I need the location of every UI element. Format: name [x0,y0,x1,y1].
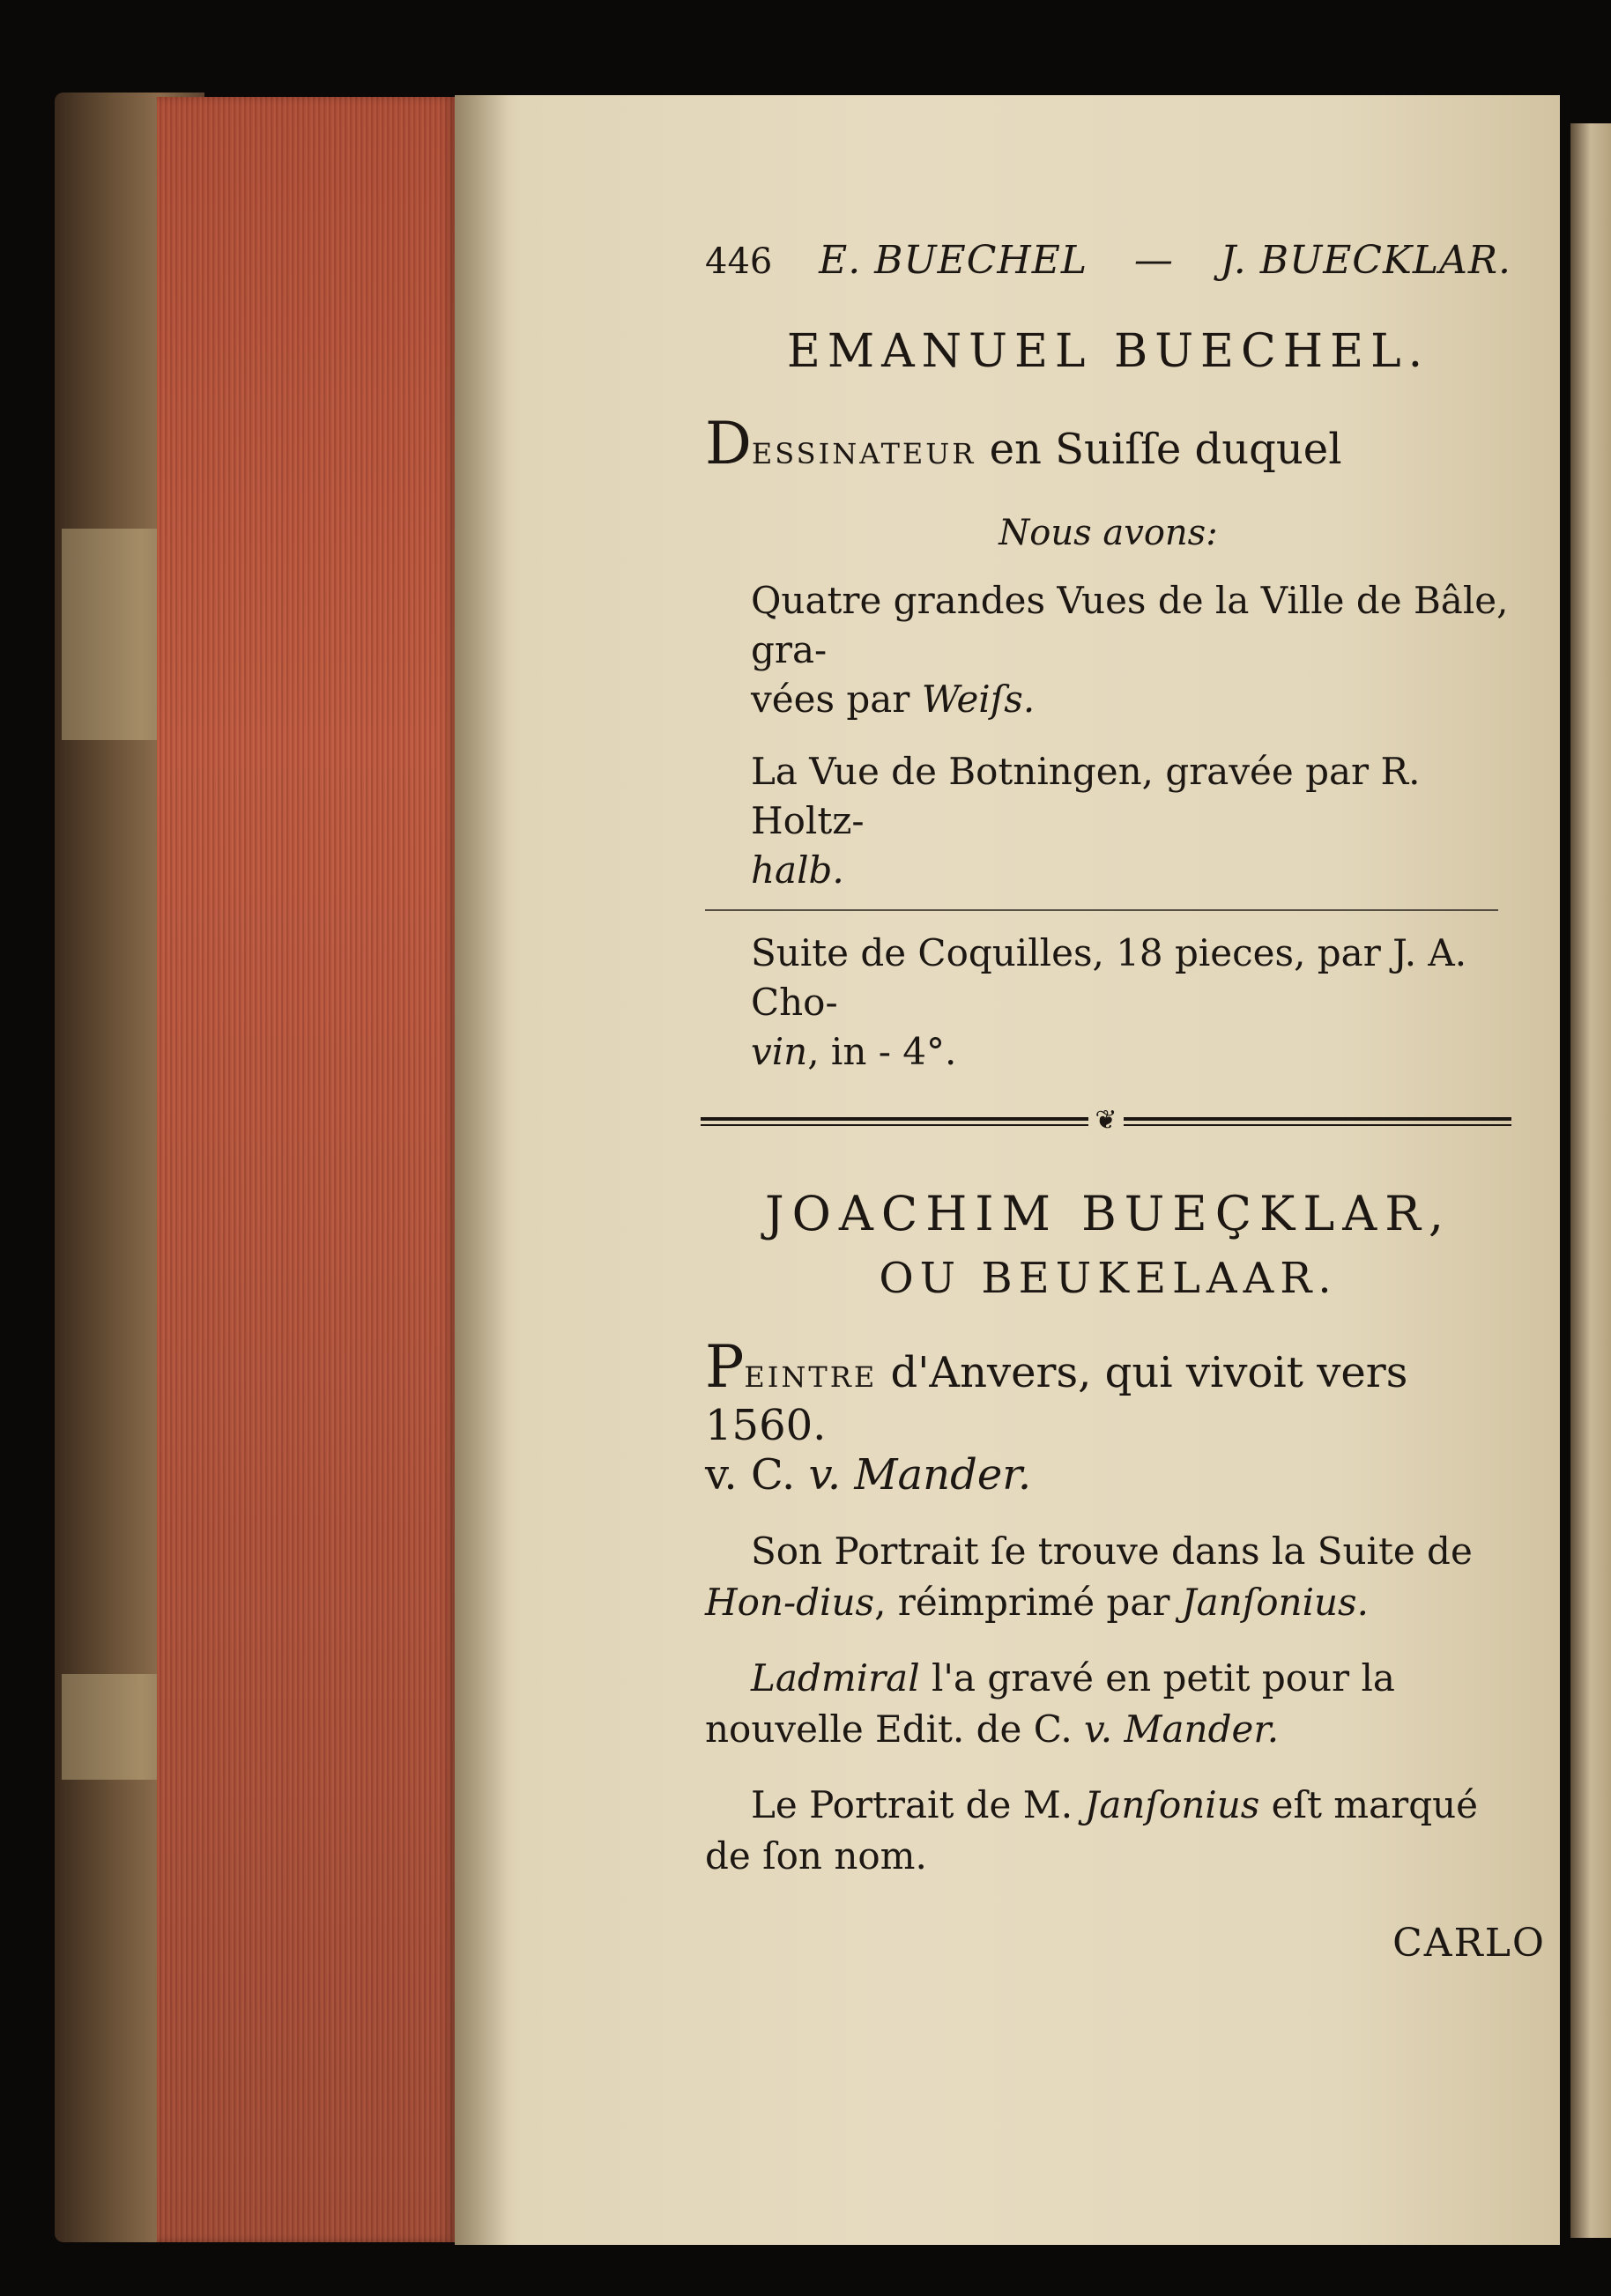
list-item [705,929,1511,1077]
page-edges-shade [157,97,455,2242]
entry-title-buechel: EMANUEL BUECHEL. [786,325,1430,378]
entry-line: La Vue de Botningen, gravée par R. Holtz- [751,750,1421,842]
lead-rest: d'Anvers, qui vivoit vers 1560. [705,1348,1408,1450]
list-item [705,576,1511,724]
catchword: CARLO [1392,1921,1546,1966]
paragraph: Ladmiral l'a gravé en petit pour la nouvelle Edit. de C. v. Mander. [705,1656,1395,1751]
running-head-right: J. BUECKLAR. [1220,238,1511,283]
drop-initial: P [705,1333,745,1401]
separator-line [705,909,1498,911]
entry-title-bueckl: JOACHIM BUEÇKLAR, [764,1186,1452,1241]
page-text [705,238,1511,1907]
entry-line: Suite de Coquilles, 18 pieces, par J. A. Cho- [751,931,1467,1024]
ornamental-rule [701,1105,1511,1136]
lead-rest: en Suiſſe duquel [976,425,1342,474]
running-head-left: E. BUECHEL [819,238,1088,283]
smallcaps-word: EINTRE [744,1360,878,1394]
paragraph: Son Portrait ſe trouve dans la Suite de Hon-dius, réimprimé par Janſonius. [705,1529,1473,1624]
drop-initial: D [705,410,752,478]
lead-line2-italic: v. Mander. [808,1450,1032,1500]
entry-line: vées par Weiſs. [751,678,1036,721]
lead-line-buechel [705,410,1511,478]
lead-line-bueckl [705,1333,1511,1500]
subheading: Nous avons: [999,513,1218,553]
entry-line: Quatre grandes Vues de la Ville de Bâle, gra- [751,579,1509,671]
running-head [705,238,1511,283]
fleuron-icon: ❦ [1088,1107,1124,1135]
entry-subtitle-beukelaar: OU BEUKELAAR. [879,1254,1338,1303]
gutter-shadow [455,95,508,2245]
entry-line: vin, in - 4°. [751,1030,957,1073]
paragraph: Le Portrait de M. Janſonius eſt marqué de ſon nom. [705,1783,1479,1878]
entry-line: halb. [751,848,844,892]
page-number: 446 [705,241,773,282]
list-item [705,747,1511,895]
facing-page-edge [1570,123,1611,2238]
smallcaps-word: ESSINATEUR [751,437,976,470]
lead-line2: v. C. [705,1450,809,1500]
running-head-dash: — [1133,238,1174,283]
